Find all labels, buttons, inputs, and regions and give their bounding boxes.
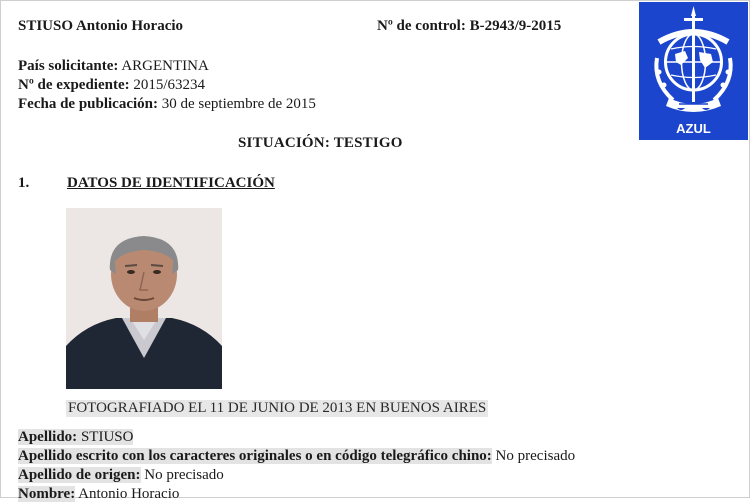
fecha-label: Fecha de publicación: [18,96,159,112]
fecha-value: 30 de septiembre de 2015 [161,96,316,112]
expediente-label: Nº de expediente: [18,77,130,93]
subject-portrait [66,208,222,389]
field-apellido [18,429,133,446]
expediente-line [18,77,205,94]
interpol-emblem-icon [639,2,748,120]
expediente-value: 2015/63234 [133,77,206,93]
apellido-origen-value: No precisado [144,467,224,483]
nombre-value: Antonio Horacio [78,486,180,502]
fecha-line [18,96,316,113]
nombre-label: Nombre: [18,486,76,502]
notice-color-label: AZUL [676,121,711,136]
apellido-escrito-label: Apellido escrito con los caracteres originales o en código telegráfico chino: [18,448,492,464]
country-label: País solicitante: [18,58,119,74]
apellido-origen-label: Apellido de origen: [18,467,141,483]
control-label: Nº de control: [377,18,466,34]
section-title: DATOS DE IDENTIFICACIÓN [67,175,275,191]
country-line [18,58,209,75]
control-number [377,18,561,35]
subject-photo [66,208,222,389]
apellido-escrito-value: No precisado [495,448,576,464]
interpol-logo [639,2,748,140]
situation-heading: SITUACIÓN: TESTIGO [238,135,403,151]
apellido-value: STIUSO [80,429,134,445]
field-nombre [18,486,179,503]
subject-name: STIUSO Antonio Horacio [18,18,184,34]
field-apellido-escrito [18,448,575,465]
section-number: 1. [18,175,30,191]
control-value: B-2943/9-2015 [469,18,562,34]
country-value: ARGENTINA [121,58,209,74]
apellido-label: Apellido: [18,429,78,445]
photo-caption: FOTOGRAFIADO EL 11 DE JUNIO DE 2013 EN BUENOS AIRES [68,400,487,416]
field-apellido-origen [18,467,224,484]
